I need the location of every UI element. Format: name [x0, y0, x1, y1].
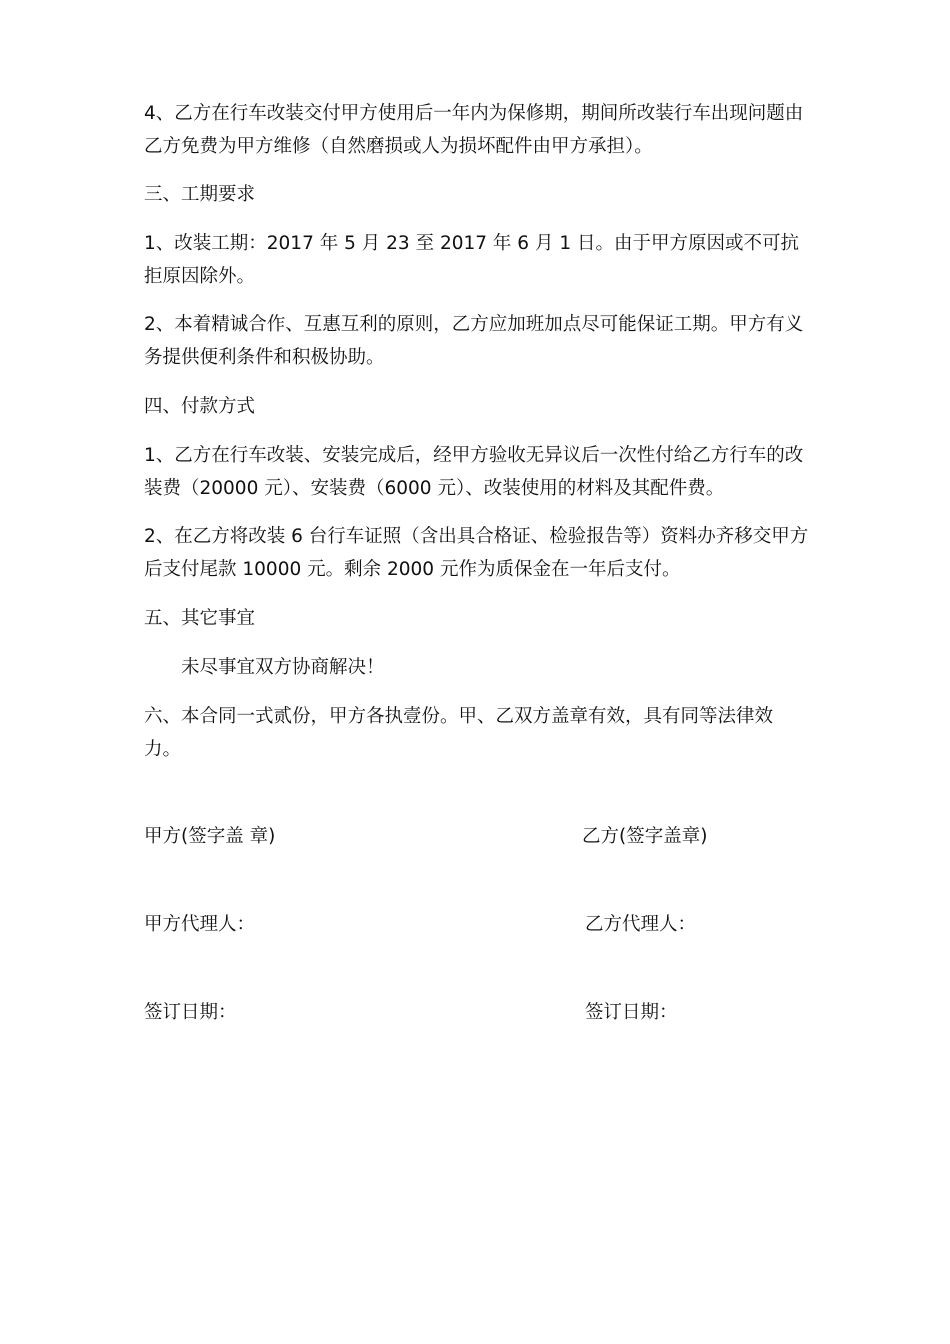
section-heading-payment: 四、付款方式: [144, 396, 256, 417]
clause-2-final-payment: 2、在乙方将改装 6 台行车证照（含出具合格证、检验报告等）资料办齐移交甲方后支付尾款 10000 元。剩余 2000 元作为质保金在一年后支付。: [144, 526, 809, 580]
clause-4-warranty: 4、乙方在行车改装交付甲方使用后一年内为保修期，期间所改装行车出现问题由乙方免费为甲方维修（自然磨损或人为损坏配件由甲方承担）。: [144, 103, 804, 157]
section-six-copies: 六、本合同一式贰份，甲方各执壹份。甲、乙双方盖章有效，具有同等法律效力。: [144, 706, 774, 760]
clause-1-duration: 1、改装工期：2017 年 5 月 23 至 2017 年 6 月 1 日。由于甲方原因或不可抗拒原因除外。: [144, 233, 799, 287]
clause-1-payment: 1、乙方在行车改装、安装完成后，经甲方验收无异议后一次性付给乙方行车的改装费（20000 元）、安装费（6000 元）、改装使用的材料及其配件费。: [144, 445, 804, 499]
party-b-date-label: 签订日期：: [585, 1002, 678, 1023]
party-b-agent-label: 乙方代理人：: [585, 914, 697, 935]
other-matters-text: 未尽事宜双方协商解决！: [181, 657, 385, 678]
section-heading-schedule: 三、工期要求: [144, 184, 256, 205]
clause-2-cooperation: 2、本着精诚合作、互惠互利的原则，乙方应加班加点尽可能保证工期。甲方有义务提供便利条件和积极协助。: [144, 314, 804, 368]
party-b-signature-label: 乙方(签字盖章): [582, 826, 708, 847]
party-a-agent-label: 甲方代理人：: [144, 914, 256, 935]
party-a-date-label: 签订日期：: [144, 1002, 237, 1023]
section-heading-other: 五、其它事宜: [144, 608, 256, 629]
party-a-signature-label: 甲方(签字盖 章): [144, 826, 276, 847]
